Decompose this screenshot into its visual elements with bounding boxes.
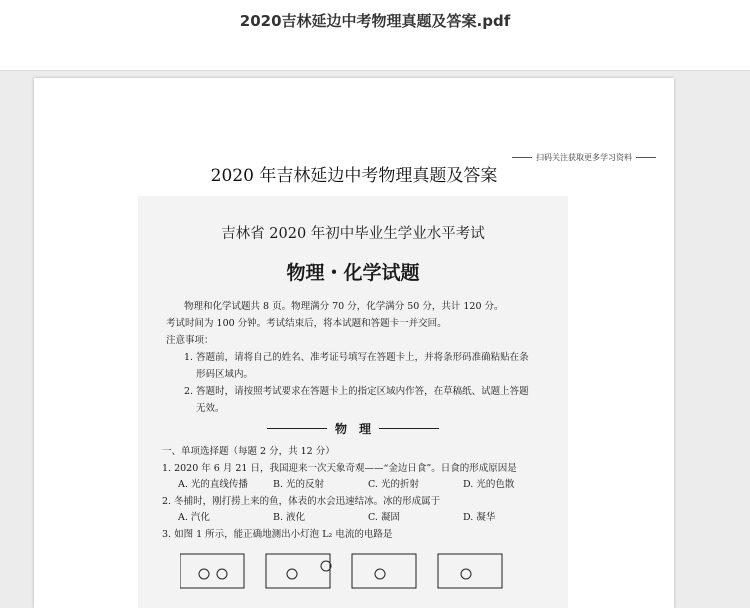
question-2: 2. 冬捕时，刚打捞上来的鱼，体表的水会迅速结冰。冰的形成属于 — [162, 495, 441, 507]
part-heading: 一、单项选择题（每题 2 分，共 12 分） — [162, 446, 335, 457]
notice-line: 1. 答题前，请将自己的姓名、准考证号填写在答题卡上，并将条形码准确粘贴在条 — [184, 352, 529, 363]
exam-subject: 物理・化学试题 — [286, 262, 420, 284]
notice-line: 2. 答题时，请按照考试要求在答题卡上的指定区域内作答，在草稿纸、试题上答题 — [184, 386, 529, 397]
viewer-header — [0, 0, 750, 71]
option: C. 光的折射 — [368, 479, 419, 490]
pdf-page — [34, 78, 674, 608]
question-2-options — [162, 510, 558, 527]
option: C. 凝固 — [368, 512, 400, 523]
scanned-exam-image — [138, 196, 568, 608]
section-heading — [138, 420, 568, 437]
paper-title: 2020 年吉林延边中考物理真题及答案 — [210, 166, 498, 186]
circuit-diagrams — [180, 546, 520, 606]
notice-line: 无效。 — [196, 403, 225, 414]
option: A. 汽化 — [178, 512, 210, 523]
notice-label: 注意事项： — [166, 335, 214, 346]
divider — [267, 428, 327, 429]
option: A. 光的直线传播 — [178, 479, 248, 490]
option: B. 液化 — [273, 512, 306, 523]
option: D. 凝华 — [463, 512, 496, 523]
question-1-options — [162, 477, 558, 494]
notice-line: 形码区域内。 — [196, 369, 254, 380]
option: B. 光的反射 — [273, 479, 325, 490]
exam-organization: 吉林省 2020 年初中毕业生学业水平考试 — [221, 226, 485, 242]
intro-line: 考试时间为 100 分钟。考试结束后，将本试题和答题卡一并交回。 — [166, 318, 447, 329]
divider — [379, 428, 439, 429]
circuit-c — [352, 554, 416, 588]
watermark-text: 扫码关注获取更多学习资料 — [536, 153, 632, 162]
questions — [162, 444, 558, 543]
question-3: 3. 如图 1 所示，能正确地测出小灯泡 L₂ 电流的电路是 — [162, 528, 393, 540]
section-title: 物 理 — [334, 422, 371, 436]
intro-line: 物理和化学试题共 8 页。物理满分 70 分，化学满分 50 分，共计 120 分。 — [184, 301, 504, 312]
document-title: 2020吉林延边中考物理真题及答案.pdf — [239, 12, 511, 30]
divider — [512, 157, 532, 158]
question-1: 1. 2020 年 6 月 21 日，我国迎来一次天象奇观——“金边日食”。日食的形成原因是 — [162, 462, 517, 474]
exam-instructions — [166, 298, 552, 417]
circuit-a — [180, 554, 244, 588]
divider — [636, 157, 656, 158]
option: D. 光的色散 — [463, 479, 515, 490]
circuit-b — [266, 554, 331, 588]
circuit-d — [438, 554, 502, 588]
